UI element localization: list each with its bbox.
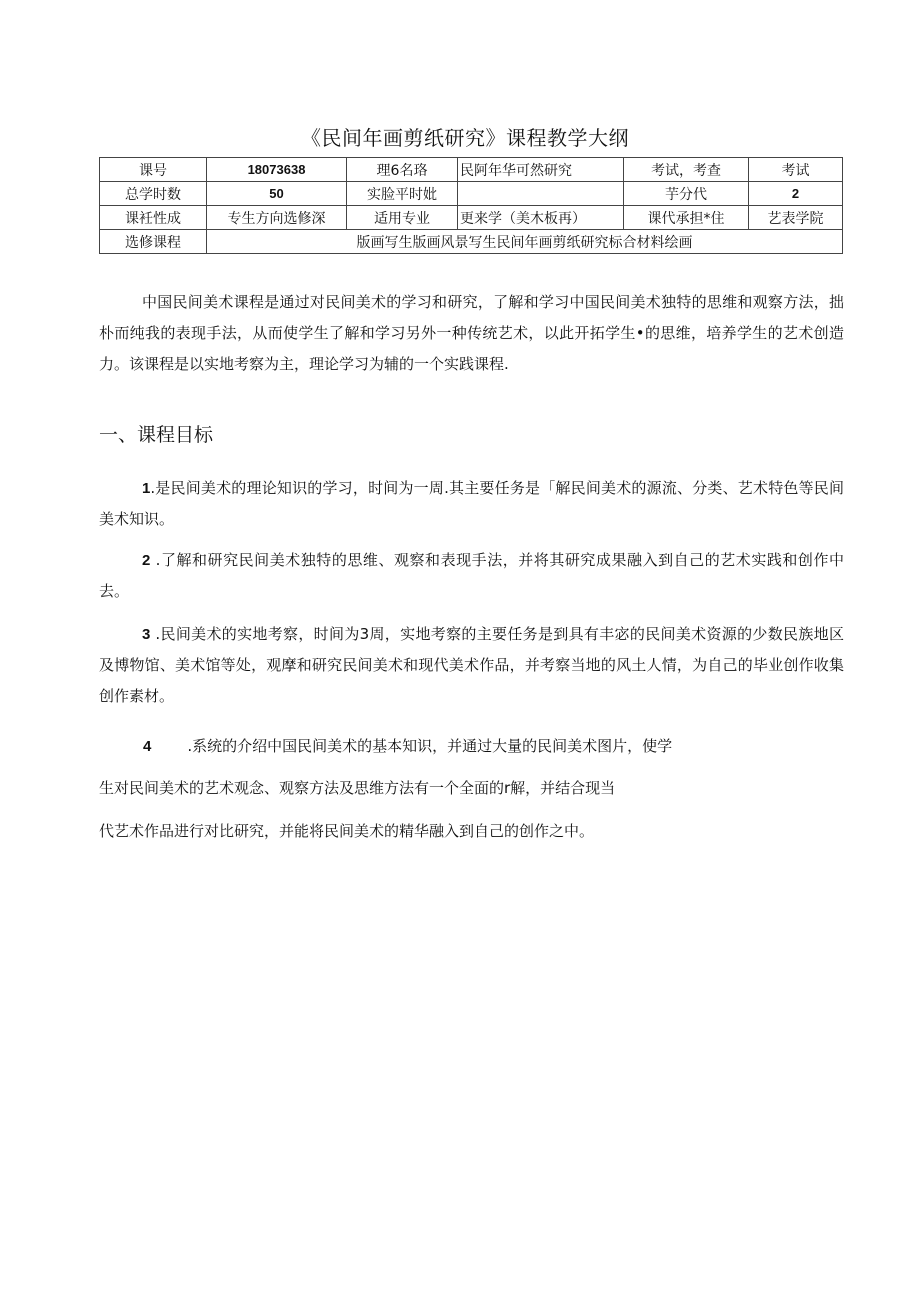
goal-text: .系统的介绍中国民间美术的基本知识，并通过大量的民间美术图片，使学 xyxy=(187,737,673,755)
course-info-table xyxy=(99,157,843,254)
table-cell: 考试 xyxy=(749,158,843,182)
section-heading: 一、课程目标 xyxy=(99,424,214,446)
table-cell: 民阿年华可然研究 xyxy=(458,158,624,182)
table-cell: 2 xyxy=(749,182,843,206)
table-cell: 50 xyxy=(207,182,347,206)
table-cell: 专生方向选修深 xyxy=(207,206,347,230)
document-title: 《民间年画剪纸研究》课程教学大纲 xyxy=(301,126,629,150)
table-cell: 18073638 xyxy=(207,158,347,182)
table-cell: 适用专业 xyxy=(347,206,458,230)
goal-text-line: 代艺术作品进行对比研究，并能将民间美术的精华融入到自己的创作之中。 xyxy=(99,822,595,840)
table-cell: 芋分代 xyxy=(624,182,749,206)
table-cell: 更来学（美木板再） xyxy=(458,206,624,230)
goal-number: 1 xyxy=(142,480,151,497)
goal-text: .是民间美术的理论知识的学习，时间为一周.其主要任务是「解民间美术的源流、分类、艺术特色等民间美术知识。 xyxy=(99,479,844,528)
table-cell: 版画写生版画风景写生民间年画剪纸研究标合材料绘画 xyxy=(207,230,843,254)
goal-text: .民间美术的实地考察，时间为3周，实地考察的主要任务是到具有丰宓的民间美术资源的少数民族地区及博物馆、美术馆等处，观摩和研究民间美术和现代美术作品，并考察当地的风土人情，为自己的毕业创作收集创作素材。 xyxy=(99,625,844,705)
table-cell: 考试，考查 xyxy=(624,158,749,182)
table-cell xyxy=(458,182,624,206)
table-cell: 课代承担*住 xyxy=(624,206,749,230)
goal-item xyxy=(99,619,844,712)
goal-number: 3 xyxy=(142,626,151,643)
goal-number: 4 xyxy=(143,738,152,755)
table-row xyxy=(100,206,843,230)
table-cell: 课衽性成 xyxy=(100,206,207,230)
table-cell: 选修课程 xyxy=(100,230,207,254)
goal-text-line: 生对民间美术的艺术观念、观察方法及思维方法有一个全面的r解，并结合现当 xyxy=(99,779,616,797)
table-cell: 实脸平时妣 xyxy=(347,182,458,206)
table-row xyxy=(100,230,843,254)
table-cell: 课号 xyxy=(100,158,207,182)
goal-item xyxy=(143,735,672,756)
goal-item xyxy=(99,473,844,535)
table-cell: 理6名珞 xyxy=(347,158,458,182)
goal-text: .了解和研究民间美术独特的思维、观察和表现手法，并将其研究成果融入到自己的艺术实践和创作中去。 xyxy=(99,551,844,600)
intro-paragraph: 中国民间美术课程是通过对民间美术的学习和研究，了解和学习中国民间美术独特的思维和观察方法，拙朴而纯我的表现手法，从而使学生了解和学习另外一种传统艺术，以此开拓学生•的思维，培养学生的艺术创造力。该课程是以实地考察为主，理论学习为辅的一个实践课程. xyxy=(99,293,844,373)
table-cell: 总学时数 xyxy=(100,182,207,206)
table-row xyxy=(100,158,843,182)
goal-number: 2 xyxy=(142,552,151,569)
table-cell: 艺表学院 xyxy=(749,206,843,230)
goal-item xyxy=(99,545,844,607)
table-row xyxy=(100,182,843,206)
